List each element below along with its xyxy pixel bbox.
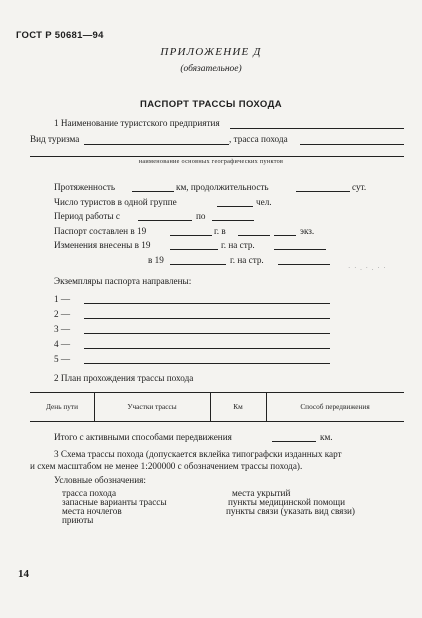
copy-4-label: 4 — [54,339,71,349]
legend-alt-routes: запасные варианты трассы [62,497,167,507]
copy-1-field[interactable] [84,303,330,304]
copy-5-field[interactable] [84,363,330,364]
length-unit: км, продолжительность [176,182,269,192]
period-to-label: по [196,211,206,221]
copy-4-field[interactable] [84,348,330,349]
document-title: ПАСПОРТ ТРАССЫ ПОХОДА [139,99,282,110]
legend-route: трасса похода [62,488,117,498]
org-label: 1 Наименование туристского предприятия [54,118,220,128]
section3-line1: 3 Схема трассы похода (допускается вклейка типографски изданных карт [54,449,342,459]
tourism-type-label: Вид туризма [30,134,80,144]
route-label: , трасса похода [229,134,288,144]
tourists-label: Число туристов в одной группе [54,197,177,207]
duration-unit: сут. [352,182,367,192]
total-label: Итого с активными способами передвижения [54,432,232,442]
points-field[interactable] [30,156,404,157]
copy-2-field[interactable] [84,318,330,319]
route-plan-table [30,392,404,422]
tourism-type-field[interactable] [84,144,229,145]
period-to-field[interactable] [212,220,254,221]
legend-heading: Условные обозначения: [54,475,146,485]
changes2-year-field[interactable] [170,264,226,265]
route-field[interactable] [300,144,404,145]
period-label: Период работы с [54,211,120,221]
copy-1-label: 1 — [54,294,71,304]
period-from-field[interactable] [138,220,192,221]
legend-comms: пункты связи (указать вид связи) [226,506,355,516]
table-header-method: Способ передвижения [300,402,370,411]
duration-field[interactable] [296,191,350,192]
legend-medical: пункты медицинской помощи [228,497,345,507]
changes-page-label: г. на стр. [221,240,255,250]
total-unit: км. [320,432,333,442]
page-number: 14 [18,568,29,580]
changes2-year-label: в 19 [148,255,164,265]
page-smudge: · · . · . · · [348,264,387,272]
copy-2-label: 2 — [54,309,71,319]
total-field[interactable] [272,441,316,442]
legend-shelters: приюты [62,515,94,525]
legend-refuges: места укрытий [232,488,291,498]
section2-heading: 2 План прохождения трассы похода [54,373,194,383]
compiled-year-field[interactable] [170,235,212,236]
org-field[interactable] [230,128,404,129]
compiled-label: Паспорт составлен в 19 [54,226,147,236]
compiled-copies-field[interactable] [274,235,296,236]
changes-label: Изменения внесены в 19 [54,240,151,250]
standard-number: ГОСТ Р 50681—94 [16,30,104,41]
table-header-km: Км [233,402,243,411]
compiled-copies-unit: экз. [300,226,315,236]
legend-overnight: места ночлегов [62,506,122,516]
length-label: Протяженность [54,182,116,192]
compiled-in-label: г. в [214,226,226,236]
copy-5-label: 5 — [54,354,71,364]
changes2-page-label: г. на стр. [230,255,264,265]
changes-year-field[interactable] [170,249,218,250]
points-caption: наименование основных географических пунктов [138,158,284,165]
compiled-place-field[interactable] [238,235,270,236]
changes-page-field[interactable] [274,249,326,250]
appendix-title: ПРИЛОЖЕНИЕ Д [160,46,262,58]
table-header-day: День пути [45,402,78,411]
section3-line2: и схем масштабом не менее 1:200000 с обозначением трассы похода). [30,461,303,471]
copies-heading: Экземпляры паспорта направлены: [54,276,192,286]
tourists-field[interactable] [217,206,253,207]
changes2-page-field[interactable] [278,264,330,265]
tourists-unit: чел. [256,197,272,207]
copy-3-label: 3 — [54,324,71,334]
length-field[interactable] [132,191,174,192]
copy-3-field[interactable] [84,333,330,334]
appendix-subtitle: (обязательное) [180,64,242,74]
table-header-segments: Участки трассы [127,402,177,411]
